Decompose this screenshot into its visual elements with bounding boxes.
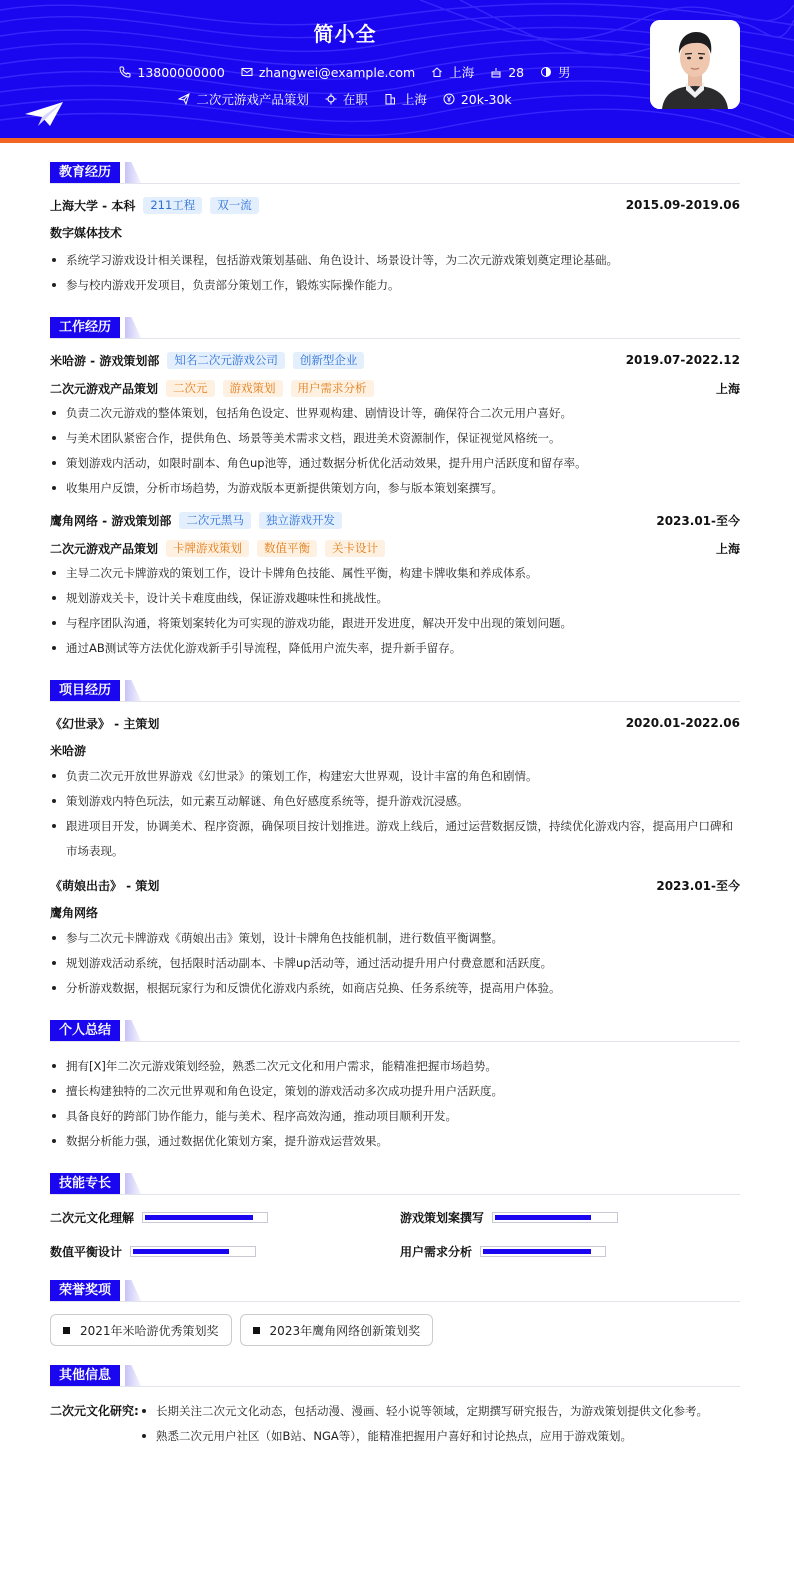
summary-bullets — [50, 1054, 740, 1154]
job-bullets — [50, 401, 740, 501]
list-item: 规划游戏关卡，设计关卡难度曲线，保证游戏趣味性和挑战性。 — [50, 586, 740, 611]
salary-text: 20k-30k — [460, 91, 512, 107]
skill-level-fill — [145, 1215, 253, 1220]
major-name: 数字媒体技术 — [50, 226, 123, 240]
project-bullets — [50, 926, 740, 1001]
awards-list — [50, 1314, 740, 1346]
skill-name: 游戏策划案撰写 — [400, 1210, 485, 1225]
section-title-ornament — [125, 680, 141, 701]
list-item: 拥有[X]年二次元游戏策划经验，熟悉二次元文化和用户需求，能精准把握市场趋势。 — [50, 1054, 740, 1079]
list-item: 参与二次元卡牌游戏《萌娘出击》策划，设计卡牌角色技能机制，进行数值平衡调整。 — [50, 926, 740, 951]
gender-icon — [540, 66, 552, 78]
email-item — [241, 65, 415, 80]
avatar-photo — [650, 20, 740, 109]
award-text: 2021年米哈游优秀策划奖 — [80, 1323, 219, 1338]
position-item — [178, 90, 309, 108]
square-bullet-icon — [63, 1327, 70, 1334]
other-info — [50, 1399, 740, 1449]
section-title-ornament — [125, 1280, 141, 1301]
resume-header — [0, 0, 794, 143]
section-title-ornament — [125, 1020, 141, 1041]
company-tag: 独立游戏开发 — [259, 512, 342, 529]
city-item — [431, 63, 474, 81]
job-header-row — [50, 351, 740, 369]
skill-item — [50, 1241, 400, 1261]
status-item — [325, 90, 368, 108]
section-title-projects: 项目经历 — [50, 680, 120, 701]
list-item: 负责二次元游戏的整体策划，包括角色设定、世界观构建、剧情设计等，确保符合二次元用户喜好。 — [50, 401, 740, 426]
salary-item — [443, 92, 512, 107]
skills-section — [50, 1173, 740, 1261]
project-name: 《萌娘出击》 - 策划 — [50, 878, 160, 893]
award-item — [50, 1314, 232, 1346]
section-title-work: 工作经历 — [50, 317, 120, 338]
awards-section — [50, 1280, 740, 1346]
section-title-skills: 技能专长 — [50, 1173, 120, 1194]
square-bullet-icon — [253, 1327, 260, 1334]
position-text: 二次元游戏产品策划 — [196, 92, 309, 107]
job-role: 二次元游戏产品策划 — [50, 541, 159, 556]
section-title-ornament — [125, 1173, 141, 1194]
list-item: 主导二次元卡牌游戏的策划工作，设计卡牌角色技能、属性平衡，构建卡牌收集和养成体系。 — [50, 561, 740, 586]
gender-item — [540, 63, 571, 81]
list-item: 策划游戏内特色玩法，如元素互动解谜、角色好感度系统等，提升游戏沉浸感。 — [50, 789, 740, 814]
work-city-item — [384, 90, 427, 108]
list-item: 负责二次元开放世界游戏《幻世录》的策划工作，构建宏大世界观，设计丰富的角色和剧情。 — [50, 764, 740, 789]
section-header — [50, 680, 740, 702]
work-city-text: 上海 — [401, 92, 427, 107]
company-name: 鹰角网络 - 游戏策划部 — [50, 513, 172, 528]
section-title-awards: 荣誉奖项 — [50, 1280, 120, 1301]
list-item: 熟悉二次元用户社区（如B站、NGA等），能精准把握用户喜好和讨论热点，应用于游戏策划。 — [140, 1424, 740, 1449]
project-bullets — [50, 764, 740, 864]
job-role-row — [50, 379, 740, 397]
phone-item — [119, 65, 224, 80]
section-title-ornament — [125, 162, 141, 183]
summary-section — [50, 1020, 740, 1154]
job-role-row — [50, 539, 740, 557]
resume-body — [50, 143, 740, 1449]
list-item: 规划游戏活动系统，包括限时活动副本、卡牌up活动等，通过活动提升用户付费意愿和活跃度。 — [50, 951, 740, 976]
project-header-row — [50, 876, 740, 894]
other-bullets — [140, 1399, 740, 1449]
paper-plane-icon — [24, 100, 64, 128]
company-tag: 创新型企业 — [293, 352, 365, 369]
skill-level-fill — [483, 1249, 591, 1254]
projects-section — [50, 680, 740, 1001]
section-title-education: 教育经历 — [50, 162, 120, 183]
job-header-row — [50, 511, 740, 529]
list-item: 通过AB测试等方法优化游戏新手引导流程，降低用户流失率，提升新手留存。 — [50, 636, 740, 661]
job-location: 上海 — [715, 381, 740, 396]
job-bullets — [50, 561, 740, 661]
section-title-ornament — [125, 1365, 141, 1386]
section-title-ornament — [125, 317, 141, 338]
section-header — [50, 162, 740, 184]
award-item — [240, 1314, 434, 1346]
skill-level-bar — [480, 1246, 606, 1257]
company-name: 米哈游 - 游戏策划部 — [50, 353, 160, 368]
other-label: 二次元文化研究: — [50, 1404, 139, 1418]
role-tag: 游戏策划 — [223, 380, 283, 397]
skill-level-bar — [130, 1246, 256, 1257]
section-header — [50, 317, 740, 339]
section-header — [50, 1365, 740, 1387]
education-row — [50, 196, 740, 214]
phone-icon — [119, 66, 131, 78]
section-header — [50, 1020, 740, 1042]
age-text: 28 — [508, 64, 525, 80]
section-title-other: 其他信息 — [50, 1365, 120, 1386]
education-section — [50, 162, 740, 298]
role-tag: 关卡设计 — [325, 540, 385, 557]
project-org: 鹰角网络 — [50, 906, 99, 920]
list-item: 跟进项目开发，协调美术、程序资源，确保项目按计划推进。游戏上线后，通过运营数据反馈，持续优化游戏内容，提高用户口碑和市场表现。 — [50, 814, 740, 864]
send-icon — [178, 93, 190, 105]
list-item: 数据分析能力强，通过数据优化策划方案，提升游戏运营效果。 — [50, 1129, 740, 1154]
skill-name: 数值平衡设计 — [50, 1244, 123, 1259]
role-tag: 二次元 — [166, 380, 215, 397]
skill-level-bar — [492, 1212, 618, 1223]
skill-item — [400, 1241, 740, 1261]
education-date: 2015.09-2019.06 — [625, 198, 740, 212]
list-item: 长期关注二次元文化动态，包括动漫、漫画、轻小说等领域，定期撰写研究报告，为游戏策划提供文化参考。 — [140, 1399, 740, 1424]
job-location: 上海 — [715, 541, 740, 556]
list-item: 参与校内游戏开发项目，负责部分策划工作，锻炼实际操作能力。 — [50, 273, 740, 298]
skill-item — [50, 1207, 400, 1227]
age-item — [490, 65, 524, 80]
project-header-row — [50, 714, 740, 732]
project-date: 2020.01-2022.06 — [625, 716, 740, 730]
candidate-name: 简小全 — [313, 22, 377, 46]
project-date: 2023.01-至今 — [656, 878, 740, 893]
gender-text: 男 — [558, 65, 571, 80]
phone-text: 13800000000 — [137, 64, 225, 80]
home-icon — [431, 66, 443, 78]
contact-row — [0, 63, 690, 81]
list-item: 分析游戏数据，根据玩家行为和反馈优化游戏内系统，如商店兑换、任务系统等，提高用户体验。 — [50, 976, 740, 1001]
building-icon — [384, 93, 396, 105]
skill-item — [400, 1207, 740, 1227]
coin-icon — [443, 93, 455, 105]
role-tag: 用户需求分析 — [291, 380, 374, 397]
list-item: 擅长构建独特的二次元世界观和角色设定，策划的游戏活动多次成功提升用户活跃度。 — [50, 1079, 740, 1104]
section-header — [50, 1280, 740, 1302]
list-item: 与程序团队沟通，将策划案转化为可实现的游戏功能，跟进开发进度，解决开发中出现的策划问题。 — [50, 611, 740, 636]
cake-icon — [490, 66, 502, 78]
role-tag: 卡牌游戏策划 — [166, 540, 249, 557]
list-item: 收集用户反馈，分析市场趋势，为游戏版本更新提供策划方向，参与版本策划案撰写。 — [50, 476, 740, 501]
city-text: 上海 — [449, 65, 475, 80]
job-role: 二次元游戏产品策划 — [50, 381, 159, 396]
project-name: 《幻世录》 - 主策划 — [50, 716, 160, 731]
skill-level-fill — [133, 1249, 229, 1254]
school-name: 上海大学 - 本科 — [50, 198, 136, 213]
role-tag: 数值平衡 — [257, 540, 317, 557]
list-item: 系统学习游戏设计相关课程，包括游戏策划基础、角色设计、场景设计等，为二次元游戏策划奠定理论基础。 — [50, 248, 740, 273]
company-tag: 二次元黑马 — [179, 512, 251, 529]
list-item: 策划游戏内活动，如限时副本、角色up池等，通过数据分析优化活动效果，提升用户活跃度和留存率。 — [50, 451, 740, 476]
mail-icon — [241, 66, 253, 78]
skills-grid — [50, 1207, 740, 1261]
skill-name: 二次元文化理解 — [50, 1210, 135, 1225]
company-tag: 知名二次元游戏公司 — [167, 352, 285, 369]
status-icon — [325, 93, 337, 105]
education-bullets — [50, 248, 740, 298]
list-item: 具备良好的跨部门协作能力，能与美术、程序高效沟通，推动项目顺利开发。 — [50, 1104, 740, 1129]
section-title-summary: 个人总结 — [50, 1020, 120, 1041]
status-text: 在职 — [342, 92, 368, 107]
list-item: 与美术团队紧密合作，提供角色、场景等美术需求文档，跟进美术资源制作，保证视觉风格统一。 — [50, 426, 740, 451]
skill-level-fill — [495, 1215, 591, 1220]
job-date: 2023.01-至今 — [656, 513, 740, 528]
other-section — [50, 1365, 740, 1449]
skill-level-bar — [142, 1212, 268, 1223]
award-text: 2023年鹰角网络创新策划奖 — [269, 1323, 421, 1338]
work-section — [50, 317, 740, 661]
school-tag: 211工程 — [143, 197, 202, 214]
section-header — [50, 1173, 740, 1195]
skill-name: 用户需求分析 — [400, 1244, 473, 1259]
email-text: zhangwei@example.com — [258, 64, 416, 80]
job-intent-row — [0, 90, 690, 108]
school-tag: 双一流 — [210, 197, 259, 214]
project-org: 米哈游 — [50, 744, 87, 758]
job-date: 2019.07-2022.12 — [625, 353, 740, 367]
